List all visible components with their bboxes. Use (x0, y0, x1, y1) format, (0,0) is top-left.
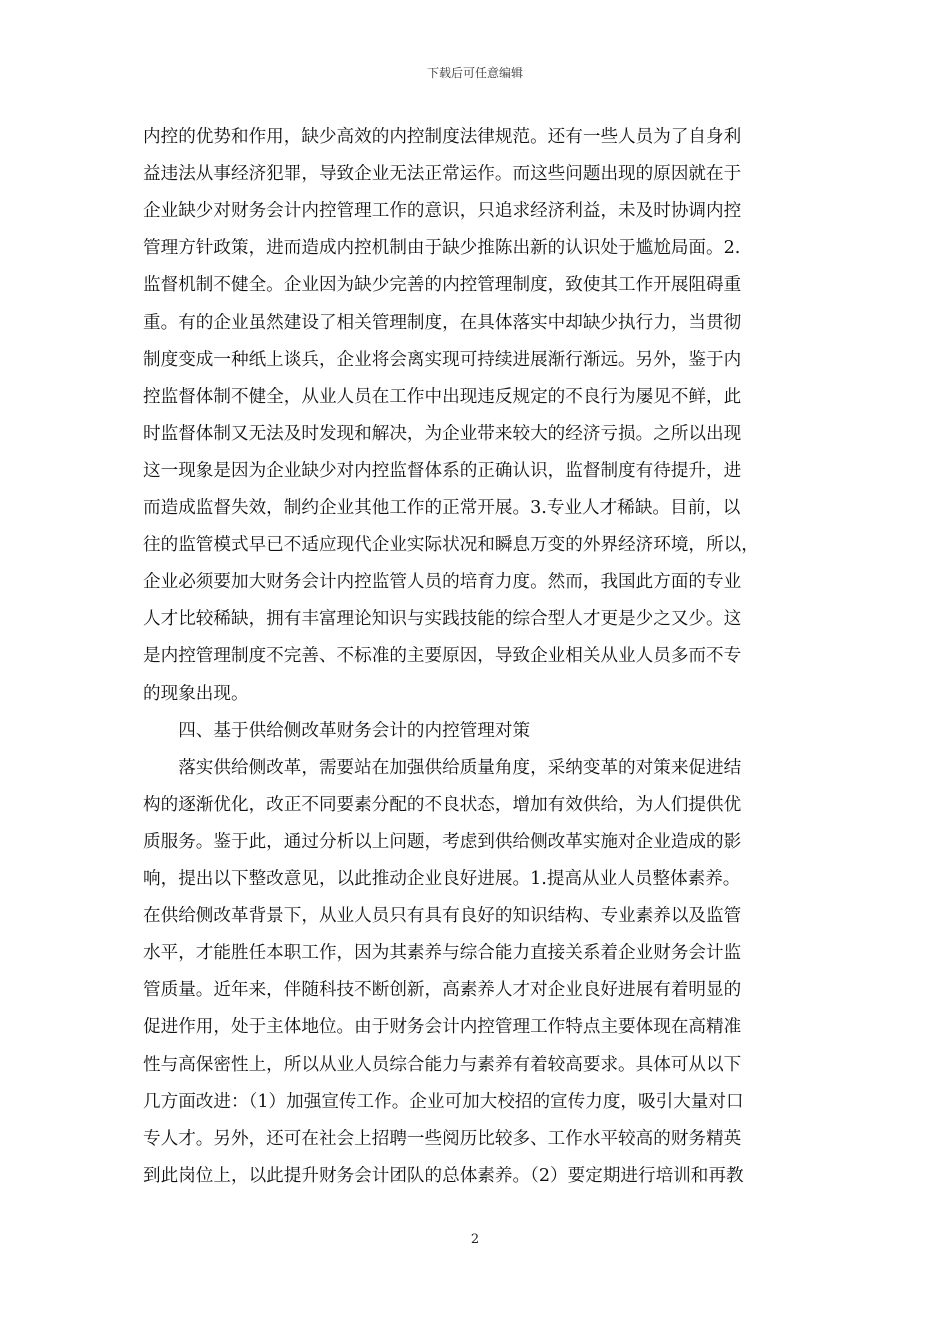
text-line: 水平，才能胜任本职工作，因为其素养与综合能力直接关系着企业财务会计监 (143, 943, 742, 964)
text-line: 往的监管模式早已不适应现代企业实际状况和瞬息万变的外界经济环境，所以， (143, 535, 759, 556)
text-line: 人才比较稀缺，拥有丰富理论知识与实践技能的综合型人才更是少之又少。这 (143, 609, 742, 630)
text-line: 落实供给侧改革，需要站在加强供给质量角度，采纳变革的对策来促进结 (143, 757, 742, 778)
text-line: 四、基于供给侧改革财务会计的内控管理对策 (143, 720, 531, 741)
text-line: 质服务。鉴于此，通过分析以上问题，考虑到供给侧改革实施对企业造成的影 (143, 831, 742, 852)
text-line: 这一现象是因为企业缺少对内控监督体系的正确认识，监督制度有待提升，进 (143, 460, 742, 481)
text-line: 内控的优势和作用，缺少高效的内控制度法律规范。还有一些人员为了自身利 (143, 127, 742, 147)
text-line: 到此岗位上，以此提升财务会计团队的总体素养。（2）要定期进行培训和再教 (143, 1165, 744, 1186)
text-line: 企业缺少对财务会计内控管理工作的意识，只追求经济利益，未及时协调内控 (143, 201, 742, 222)
text-line: 时监督体制又无法及时发现和解决，为企业带来较大的经济亏损。之所以出现 (143, 423, 742, 444)
text-line: 益违法从事经济犯罪，导致企业无法正常运作。而这些问题出现的原因就在于 (143, 164, 742, 185)
text-line: 专人才。另外，还可在社会上招聘一些阅历比较多、工作水平较高的财务精英 (143, 1128, 742, 1149)
text-line: 在供给侧改革背景下，从业人员只有具有良好的知识结构、专业素养以及监管 (143, 906, 742, 927)
text-line: 控监督体制不健全，从业人员在工作中出现违反规定的不良行为屡见不鲜，此 (143, 386, 742, 407)
text-line: 管质量。近年来，伴随科技不断创新，高素养人才对企业良好进展有着明显的 (143, 980, 742, 1001)
text-line: 企业必须要加大财务会计内控监管人员的培育力度。然而，我国此方面的专业 (143, 572, 742, 593)
text-line: 而造成监督失效，制约企业其他工作的正常开展。3.专业人才稀缺。目前，以 (143, 498, 741, 518)
text-line: 促进作用，处于主体地位。由于财务会计内控管理工作特点主要体现在高精准 (143, 1017, 742, 1038)
text-line: 制度变成一种纸上谈兵，企业将会离实现可持续进展渐行渐远。另外，鉴于内 (143, 349, 742, 370)
page-number: 2 (470, 1232, 480, 1247)
page-header: 下载后可任意编辑 (426, 66, 523, 80)
text-line: 管理方针政策，进而造成内控机制由于缺少推陈出新的认识处于尴尬局面。2. (143, 238, 741, 259)
text-line: 几方面改进：（1）加强宣传工作。企业可加大校招的宣传力度，吸引大量对口 (143, 1091, 744, 1112)
text-line: 响，提出以下整改意见，以此推动企业良好进展。1.提高从业人员整体素养。 (143, 869, 741, 889)
text-line: 监督机制不健全。企业因为缺少完善的内控管理制度，致使其工作开展阻碍重 (143, 275, 742, 296)
text-line: 是内控管理制度不完善、不标准的主要原因，导致企业相关从业人员多而不专 (143, 646, 742, 667)
text-line: 的现象出现。 (143, 683, 249, 704)
text-line: 性与高保密性上，所以从业人员综合能力与素养有着较高要求。具体可从以下 (143, 1054, 742, 1075)
text-line: 重。有的企业虽然建设了相关管理制度，在具体落实中却缺少执行力，当贯彻 (143, 312, 742, 333)
text-line: 构的逐渐优化，改正不同要素分配的不良状态，增加有效供给，为人们提供优 (143, 794, 742, 815)
